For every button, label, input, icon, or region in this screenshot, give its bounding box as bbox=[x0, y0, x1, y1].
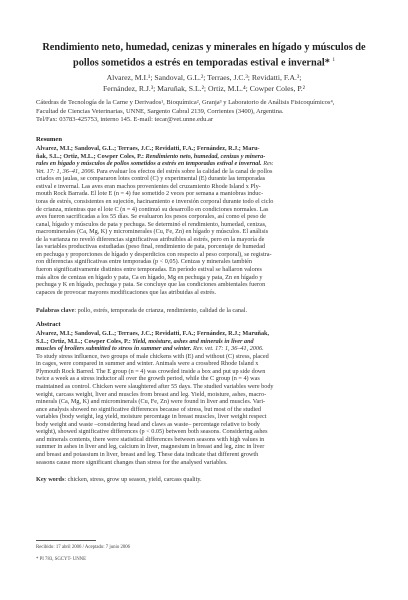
abstract-body-line: and minerals contents, there were statistical differences between seasons with high values in bbox=[36, 435, 265, 443]
abstract-body-line: weight), showed significative differences (p < 0.05) between both seasons. Considering ashes bbox=[36, 428, 268, 436]
abstract-keywords-text: : chicken, stress, grow up season, yield, carcass quality. bbox=[64, 476, 202, 483]
resumen-body-line: macrominerales (Ca, Mg, K) y microminerales (Cu, Fe, Zn) en hígado y músculos. El análisis bbox=[36, 228, 269, 236]
abstract-citation-authors: S.L.; Ortiz, M.L.; Cowper Coles, P.: bbox=[36, 337, 131, 345]
abstract-citation-line-1: Alvarez, M.I.; Sandoval, G.L.; Terraes, J.C.; Revidatti, F.A.; Fernández, R.J.; Maruñak, bbox=[36, 330, 270, 337]
resumen-body-line: más altos de cenizas en hígado y pata, Ca en hígado, Mg en pechuga y pata, Zn en hígado y bbox=[36, 273, 263, 281]
resumen-body-line: fueron significativamente distintos entre temporadas. En período estival se hallaron valores bbox=[36, 266, 262, 273]
resumen-body-line: criados en jaulas, se compararon lotes control (C) y experimental (E) durante las temporadas bbox=[36, 175, 266, 183]
author-line-1: Alvarez, M.I.¹; Sandoval, G.L.²; Terraes, J.C.³; Revidatti, F.A.³; bbox=[106, 73, 302, 82]
resumen-citation-authors: ñak, S.L.; Ortiz, M.L.; Cowper Coles, P.: bbox=[36, 152, 144, 160]
author-list bbox=[36, 72, 372, 94]
resumen-body-line: de la varianza no reveló diferencias significativas atribuibles al estrés, pero en la mayoría de bbox=[36, 235, 265, 243]
title-line-1: Rendimiento neto, humedad, cenizas y minerales en hígado y músculos de bbox=[42, 42, 366, 53]
abstract-body-line: weight, carcass weight, liver and muscles from breast and leg. Yield, moisture, ashes, macro- bbox=[36, 390, 267, 398]
author-line-2: Fernández, R.J.³; Maruñak, S.L.²; Ortiz, M.L.⁴; Cowper Coles, P.² bbox=[103, 84, 305, 93]
affiliations bbox=[36, 99, 372, 125]
resumen-citation-title-cont: rales en hígado y músculos de pollos sometidos a estrés en temporadas estival e invernal. bbox=[36, 160, 262, 168]
resumen-body-line: de crianza, mientras que el lote C (n = 4) continuó su desarrollo en condiciones normales. Las bbox=[36, 205, 269, 213]
affiliation-line-2: Facultad de Ciencias Veterinarias, UNNE, Sargento Cabral 2139, Corrientes (3400), Argentina. bbox=[36, 107, 284, 115]
resumen-body-line: pechuga y K en hígado, pechuga y pata. Se concluye que las condiciones ambientales fueron bbox=[36, 281, 266, 289]
abstract-keywords-label: Key words bbox=[36, 476, 65, 483]
affiliation-line-3: Tel/Fax: 03783-425753, interno 145. E-mail: tecar@vet.unne.edu.ar bbox=[36, 116, 214, 124]
abstract-body-line: maintained as control. Chicken were slaughtered after 55 days. The studied variables were body bbox=[36, 382, 274, 390]
resumen-body-line: capaces de provocar mayores modificaciones que las atribuidas al estrés. bbox=[36, 288, 217, 296]
resumen-citation-line-2 bbox=[36, 153, 372, 161]
abstract-body-line: minerals (Ca, Mg, K) and microminerals (Cu, Fe, Zn) were found in liver and muscles. Vari- bbox=[36, 398, 266, 406]
resumen-body-line: ron diferencias significativas entre temporadas (p < 0,05). Cenizas y minerales también bbox=[36, 258, 253, 266]
resumen-body-start: Para evaluar los efectos del estrés sobre la calidad de la canal de pollos bbox=[96, 167, 273, 175]
abstract-body-line: seasons cause more significant changes than stress for the analysed variables. bbox=[36, 458, 228, 466]
resumen-body-line: en pechuga y proporciones de hígado y desperdicios con respecto al peso corporal), se registra- bbox=[36, 250, 272, 258]
title-line-2 bbox=[30, 54, 378, 69]
resumen-block bbox=[36, 145, 372, 296]
abstract-citation-title-cont: muscles of broilers submitted to stress in summer and winter. bbox=[36, 345, 192, 353]
resumen-body-line: toras de estrés, consistentes en sujeción, hacinamiento e inversión corporal durante todo el ciclo bbox=[36, 197, 274, 205]
affiliation-line-1: Cátedras de Tecnología de la Carne y Derivados¹, Bioquímica², Granja³ y Laboratorio de Análisis Fisicoquímicos⁴, bbox=[36, 99, 335, 106]
resumen-citation-line-1: Alvarez, M.I.; Sandoval, G.L.; Terraes, J.C.; Revidatti, F.A.; Fernández, R.J.; Maru- bbox=[36, 145, 260, 152]
resumen-citation-volume: Vet. 17: 1, 36–41, 2006. bbox=[36, 167, 96, 175]
abstract-citation-title: Yield, moisture, ashes and minerals in liver and bbox=[132, 337, 254, 345]
abstract-body-line: twice a week as a stress inductor all over the growth period, while the C group (n = 4) was bbox=[36, 375, 260, 383]
resumen-keywords-label: Palabras clave bbox=[36, 307, 75, 314]
resumen-body-line: mouth Rock Barrada. El lote E (n = 4) fue sometido 2 veces por semana a maniobras induc- bbox=[36, 190, 264, 198]
resumen-body-line: las variables productivas estudiadas (peso final, rendimiento de pata, porcentaje de humedad bbox=[36, 243, 266, 251]
abstract-body-line: and breast and potassium in liver, breast and leg. These data indicate that different growth bbox=[36, 451, 259, 458]
abstract-body-line: in cages, were compared in summer and winter. Animals were a crossbred Rhode Island x bbox=[36, 360, 259, 368]
abstract-body-start: To study stress influence, two groups of male chickens with (E) and without (C) stress, placed bbox=[36, 352, 269, 360]
resumen-citation-line-3 bbox=[36, 160, 372, 168]
abstract-body-line: variables (body weight, leg yield, moisture percentage in breast muscles, liver weight respect bbox=[36, 413, 267, 421]
resumen-body-line: canal, hígado y músculos de pata y pechuga. Se determinó el rendimiento, humedad, cenizas, bbox=[36, 220, 267, 228]
abstract-citation-line-3 bbox=[36, 345, 372, 353]
abstract-body-line: Plymouth Rock Barred. The E group (n = 4) was crowded inside a box and put up side down bbox=[36, 367, 266, 375]
abstract-body-line: ance analysis showed no significative differences because of stress, but most of the studied bbox=[36, 405, 261, 413]
paper-title bbox=[30, 41, 378, 69]
resumen-citation-rev: Rev. bbox=[263, 160, 274, 168]
abstract-body-line: body weight and waste –considering head and claws as waste– percentage relative to body bbox=[36, 420, 260, 428]
abstract-citation-line-2 bbox=[36, 338, 372, 346]
footnote-project: * PI 783, SGCYT- UNNE bbox=[36, 557, 87, 562]
title-footnote-marker: 1 bbox=[332, 58, 335, 63]
abstract-heading: Abstract bbox=[36, 321, 61, 328]
resumen-body-line: estival e invernal. Las aves eran machos provenientes del cruzamiento Rhode Island x Ply- bbox=[36, 182, 261, 190]
title-line-2-text: pollos sometidos a estrés en temporadas estival e invernal* bbox=[73, 57, 330, 69]
abstract-block bbox=[36, 330, 372, 466]
abstract-body-line: summer in ashes in liver and leg, calcium in liver, magnesium in breast and leg, zinc in liver bbox=[36, 443, 265, 451]
resumen-heading: Resumen bbox=[36, 136, 63, 143]
footnote-divider bbox=[36, 540, 96, 541]
resumen-keywords bbox=[36, 307, 372, 315]
resumen-body-line: aves fueron sacrificadas a los 55 días. Se evaluaron los pesos corporales, así como el peso de bbox=[36, 213, 266, 221]
footnote-dates: Recibido: 17 abril 2006 / Aceptado: 7 junio 2006 bbox=[36, 545, 131, 550]
resumen-keywords-text: : pollo, estrés, temporada de crianza, rendimiento, calidad de la canal. bbox=[74, 307, 247, 314]
abstract-keywords bbox=[36, 476, 372, 484]
resumen-citation-line-4 bbox=[36, 168, 372, 176]
abstract-citation-rev: Rev. vet. 17: 1, 36–41, 2006. bbox=[192, 345, 264, 353]
resumen-citation-title: Rendimiento neto, humedad, cenizas y minera- bbox=[145, 152, 266, 160]
